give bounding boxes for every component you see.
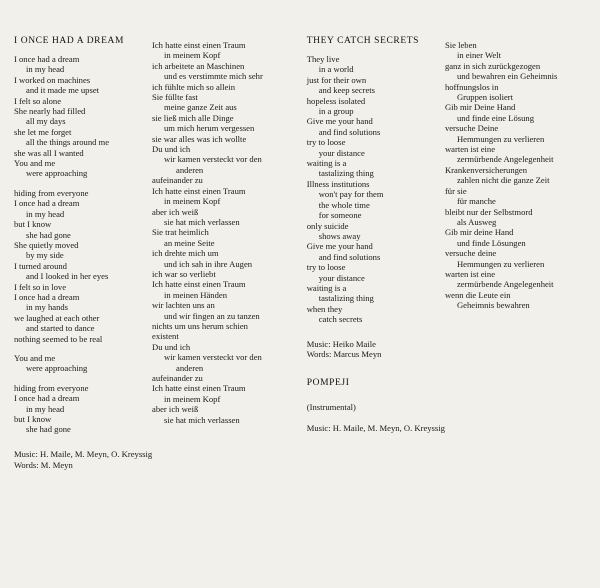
column-song2-german	[445, 36, 590, 470]
credit-music: Music: H. Maile, M. Meyn, O. Kreyssig	[306, 422, 445, 433]
lyric-line: hiding from everyone	[14, 382, 89, 393]
lyric-line: und finde eine Lösung	[456, 112, 535, 123]
lyric-line: Ich hatte einst einen Traum	[152, 383, 246, 394]
lyric-line: I once had a dream	[14, 393, 80, 404]
lyric-line: she had gone	[26, 229, 71, 240]
lyric-line: and keep secrets	[318, 85, 376, 96]
lyric-line: try to loose	[306, 262, 346, 273]
lyric-line: Sie füllte fast	[152, 92, 198, 103]
lyric-line: nichts um uns herum schien	[152, 320, 248, 331]
lyric-line: she had gone	[26, 424, 71, 435]
song-title-pompeji: POMPEJI	[306, 378, 350, 389]
song-title-i-once-had-a-dream: I ONCE HAD A DREAM	[14, 36, 125, 46]
lyric-line: and find solutions	[318, 126, 381, 137]
lyric-line: zermürbende Angelegenheit	[456, 279, 554, 290]
lyric-line: in meinem Kopf	[164, 50, 221, 61]
lyric-line: Hemmungen zu verlieren	[456, 258, 545, 269]
lyric-line: anderen	[176, 164, 204, 175]
lyric-line: wir lachten uns an	[152, 300, 215, 311]
lyric-line: hopeless isolated	[306, 95, 366, 106]
stanza-spacer	[14, 374, 152, 383]
lyric-line: Gib mir deine Hand	[444, 227, 514, 238]
lyric-line: in a world	[318, 64, 354, 75]
lyric-line: ich war so verliebt	[152, 268, 216, 279]
lyric-line: Give me your hand	[306, 116, 373, 127]
lyric-line: hiding from everyone	[14, 187, 89, 198]
lyric-line: she was all I wanted	[14, 147, 84, 158]
lyric-line: I once had a dream	[14, 291, 80, 302]
lyric-line: Gruppen isoliert	[456, 92, 514, 103]
lyric-line: You and me	[14, 158, 56, 169]
lyric-line: versuche Deine	[444, 123, 499, 134]
lyric-line: your distance	[318, 147, 365, 158]
lyric-line: She nearly had filled	[14, 106, 86, 117]
lyric-line: und wir fingen an zu tanzen	[164, 310, 260, 321]
lyric-line: I felt so in love	[14, 281, 67, 292]
lyric-line: were approaching	[26, 363, 88, 374]
lyric-line: Du und ich	[152, 144, 191, 155]
lyric-line: but I know	[14, 219, 52, 230]
lyric-line: ich drehte mich um	[152, 248, 219, 259]
lyric-line: I once had a dream	[14, 198, 80, 209]
lyric-line: I worked on machines	[14, 74, 91, 85]
lyric-line: warten ist eine	[444, 268, 496, 279]
lyric-line: in einer Welt	[456, 50, 501, 61]
lyric-line: Geheimnis bewahren	[456, 300, 530, 311]
lyric-line: all my days	[26, 116, 66, 127]
lyric-line: Gib mir Deine Hand	[444, 102, 516, 113]
lyric-line: und finde Lösungen	[456, 237, 526, 248]
credit-words: Words: M. Meyn	[14, 459, 73, 470]
lyrics-columns	[14, 36, 590, 470]
lyric-line: for someone	[318, 210, 362, 221]
lyric-line: für sie	[444, 185, 467, 196]
lyric-line: She quietly moved	[14, 239, 79, 250]
lyric-line: in my head	[26, 208, 65, 219]
lyric-line: existent	[152, 331, 179, 342]
credit-music: Music: H. Maile, M. Meyn, O. Kreyssig	[14, 448, 153, 459]
lyric-line: Ich hatte einst einen Traum	[152, 279, 246, 290]
lyric-line: zahlen nicht die ganze Zeit	[456, 175, 550, 186]
lyrics-block-song2-german	[445, 40, 590, 311]
lyric-line: tastalizing thing	[318, 293, 374, 304]
lyric-line: we laughed at each other	[14, 312, 100, 323]
lyric-line: Ich hatte einst einen Traum	[152, 40, 246, 50]
lyric-line: in meinem Kopf	[164, 393, 221, 404]
lyric-line: try to loose	[306, 137, 346, 148]
lyric-line: Hemmungen zu verlieren	[456, 133, 545, 144]
lyric-line: all the things around me	[26, 137, 110, 148]
lyric-line: an meine Seite	[164, 237, 215, 248]
lyric-line: and find solutions	[318, 251, 381, 262]
lyric-line: only suicide	[306, 220, 349, 231]
lyric-line: Sie leben	[444, 40, 477, 50]
lyric-line: für manche	[456, 196, 496, 207]
lyric-line: I felt so alone	[14, 95, 62, 106]
lyric-line: sie ließ mich alle Dinge	[152, 112, 234, 123]
lyric-line: Du und ich	[152, 341, 191, 352]
lyric-line: Give me your hand	[306, 241, 373, 252]
lyric-line: und ich sah in ihre Augen	[164, 258, 253, 269]
lyric-line: and started to dance	[26, 323, 95, 334]
lyric-line: They live	[306, 54, 340, 64]
lyric-line: und es verstimmte mich sehr	[164, 71, 263, 82]
lyric-line: bleibt nur der Selbstmord	[444, 206, 533, 217]
lyric-line: nothing seemed to be real	[14, 333, 103, 344]
lyric-line: ganz in sich zurückgezogen	[444, 60, 541, 71]
column-song1-german	[152, 36, 307, 470]
lyric-line: sie war alles was ich wollte	[152, 133, 247, 144]
lyric-line: waiting is a	[306, 282, 347, 293]
stanza-spacer	[14, 179, 152, 188]
lyric-line: waiting is a	[306, 158, 347, 169]
lyric-line: Illness institutions	[306, 178, 370, 189]
lyric-line: You and me	[14, 352, 56, 363]
song-title-they-catch-secrets: THEY CATCH SECRETS	[306, 36, 420, 46]
lyric-line: I once had a dream	[14, 54, 80, 64]
lyric-line: wir kamen versteckt vor den	[164, 154, 262, 165]
lyric-line: hoffnungslos in	[444, 81, 499, 92]
lyric-line: in a group	[318, 106, 354, 117]
column-song1-english	[14, 36, 152, 470]
lyric-line: and I looked in her eyes	[26, 271, 109, 282]
lyric-line: aber ich weiß	[152, 404, 199, 415]
lyric-line: by my side	[26, 250, 64, 261]
lyrics-block-song1-english	[14, 54, 152, 435]
lyric-line: versuche deine	[444, 248, 497, 259]
lyrics-block-song1-german	[152, 40, 307, 425]
lyrics-block-song2-english	[307, 54, 445, 325]
lyric-line: ich arbeitete an Maschinen	[152, 60, 245, 71]
lyric-line: and it made me upset	[26, 85, 100, 96]
lyric-line: sie hat mich verlassen	[164, 414, 240, 425]
lyric-line: Sie trat heimlich	[152, 227, 209, 238]
lyric-line: aufeinander zu	[152, 373, 203, 383]
credit-music: Music: Heiko Maile	[306, 338, 376, 349]
column-song2-english	[307, 36, 445, 470]
lyric-line: I turned around	[14, 260, 67, 271]
lyric-line: anderen	[176, 362, 204, 373]
lyric-line: your distance	[318, 272, 365, 283]
lyric-line: when they	[306, 303, 343, 314]
lyric-line: won't pay for them	[318, 189, 384, 200]
lyric-line: und bewahren ein Geheimnis	[456, 71, 558, 82]
lyric-line: she let me forget	[14, 126, 72, 137]
lyric-line: in meinem Kopf	[164, 196, 221, 207]
lyric-line: shows away	[318, 230, 361, 241]
lyric-line: in my head	[26, 64, 65, 75]
lyric-line: but I know	[14, 414, 52, 424]
credits-song1	[14, 449, 152, 471]
lyric-line: Krankenversicherungen	[444, 164, 528, 175]
lyric-line: the whole time	[318, 199, 370, 210]
instrumental-note: (Instrumental)	[306, 402, 356, 413]
lyric-line: meine ganze Zeit aus	[164, 102, 237, 113]
lyric-line: aber ich weiß	[152, 206, 199, 217]
lyric-line: in my head	[26, 403, 65, 414]
lyric-line: in meinen Händen	[164, 289, 228, 300]
section-spacer	[307, 360, 445, 378]
lyric-line: wir kamen versteckt vor den	[164, 352, 262, 363]
lyric-line: were approaching	[26, 168, 88, 179]
lyric-line: in my hands	[26, 302, 69, 313]
lyric-line: tastalizing thing	[318, 168, 374, 179]
lyric-line: just for their own	[306, 74, 367, 85]
lyric-line: zermürbende Angelegenheit	[456, 154, 554, 165]
stanza-spacer	[14, 344, 152, 353]
lyric-line: catch secrets	[318, 314, 363, 325]
lyric-line: um mich herum vergessen	[164, 123, 255, 134]
lyric-line: als Ausweg	[456, 216, 497, 227]
lyric-line: ich fühlte mich so allein	[152, 81, 236, 92]
lyric-line: aufeinander zu	[152, 175, 203, 186]
lyric-line: warten ist eine	[444, 144, 496, 155]
lyric-line: sie hat mich verlassen	[164, 216, 240, 227]
credits-song2	[307, 339, 445, 361]
credit-words: Words: Marcus Meyn	[306, 349, 382, 360]
lyric-line: wenn die Leute ein	[444, 289, 511, 300]
lyric-line: Ich hatte einst einen Traum	[152, 185, 246, 196]
